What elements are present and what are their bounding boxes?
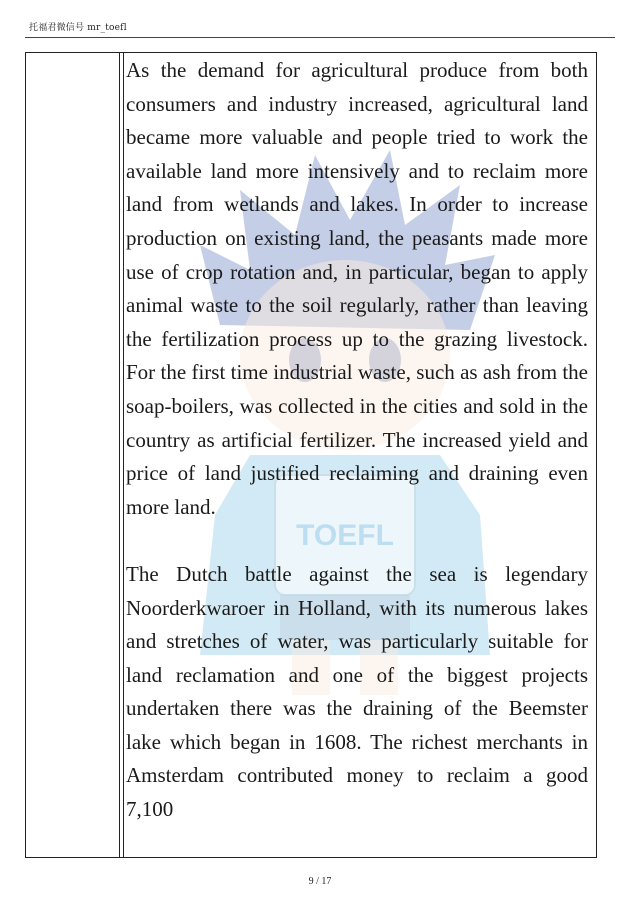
header-rule — [25, 37, 615, 38]
column-divider-left — [119, 53, 120, 857]
page-number: 9 / 17 — [308, 876, 332, 887]
passage-text — [126, 54, 588, 827]
column-divider-right — [123, 53, 124, 857]
passage-paragraph-1: As the demand for agricultural produce from both consumers and industry increased, agricultural land became more valuable and people tried to work the available land more intensively and to reclaim more land from wetlands and lakes. In order to increase production on existing land, the peasants made more use of crop rotation and, in particular, began to apply animal waste to the soil regularly, rather than leaving the fertilization process up to the grazing livestock. For the first time industrial waste, such as ash from the soap-boilers, was collected in the cities and sold in the country as artificial fertilizer. The increased yield and price of land justified reclaiming and draining even more land. — [126, 58, 588, 519]
page-header: 托福君微信号 mr_toefl — [29, 23, 127, 33]
mascot-shirt-text: TOEFL — [296, 519, 394, 552]
passage-paragraph-2: The Dutch battle against the sea is legendary Noorderkwaroer in Holland, with its numerous lakes and stretches of water, was particularly suitable for land reclamation and one of the biggest projects undertaken there was the draining of the Beemster lake which began in 1608. The richest merchants in Amsterdam contributed money to reclaim a good 7,100 — [126, 561, 588, 822]
